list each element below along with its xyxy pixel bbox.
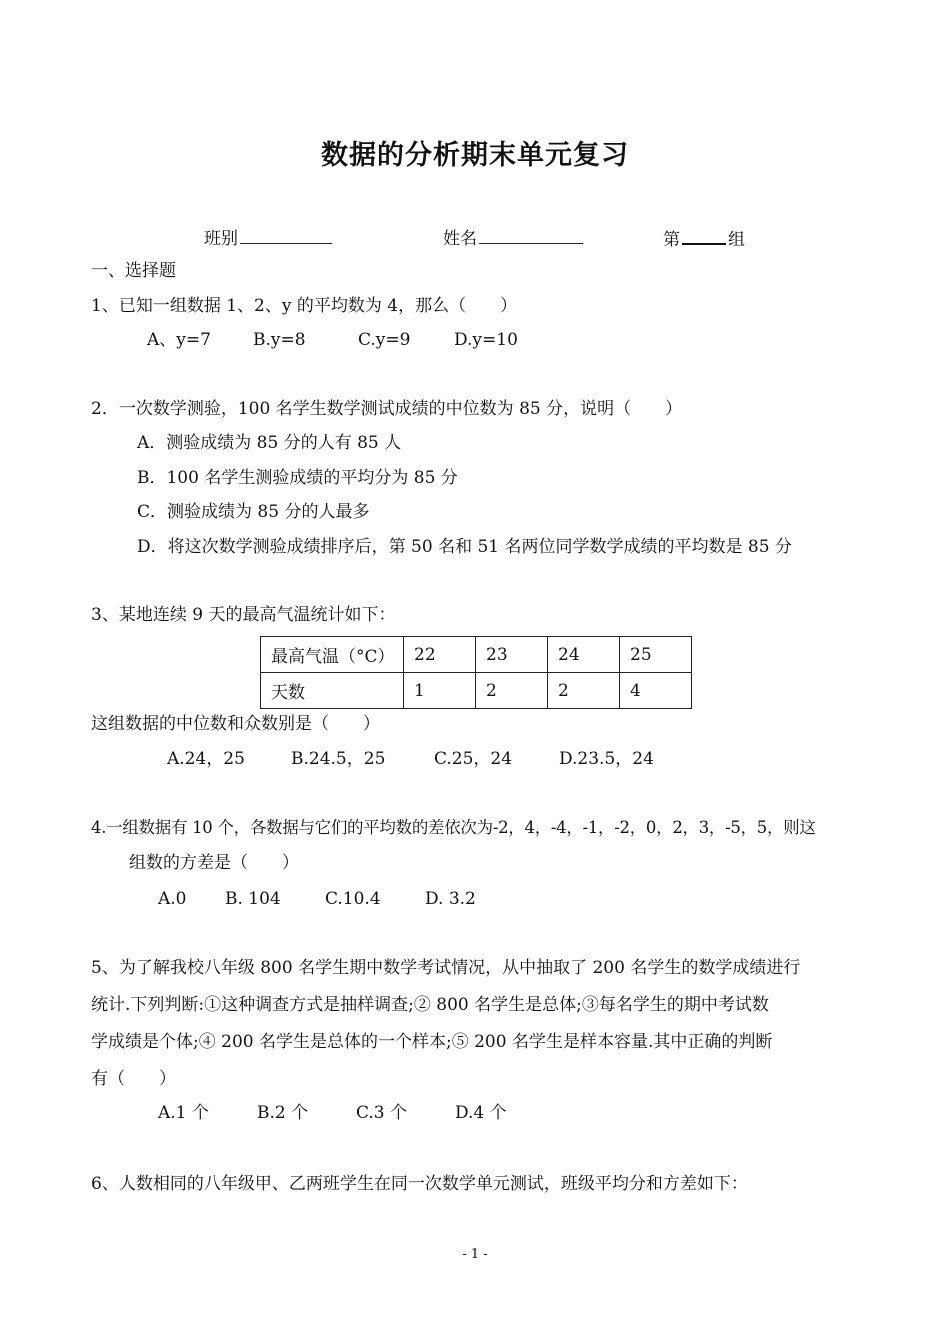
class-blank[interactable] — [240, 226, 332, 244]
q1-option-a: A、y=7 — [147, 330, 211, 350]
group-prefix: 第 — [663, 230, 680, 250]
table-cell: 2 — [548, 673, 620, 709]
q1-option-d: D.y=10 — [454, 330, 518, 350]
name-label: 姓名 — [443, 229, 477, 249]
table-cell: 2 — [476, 673, 548, 709]
page-title: 数据的分析期末单元复习 — [321, 140, 629, 171]
q4-option-b: B. 104 — [225, 889, 281, 909]
table-cell: 1 — [404, 673, 476, 709]
name-blank[interactable] — [479, 226, 583, 244]
q4-option-d: D. 3.2 — [425, 889, 476, 909]
q2-option-c: C．测验成绩为 85 分的人最多 — [137, 502, 370, 522]
group-blank[interactable] — [682, 226, 726, 245]
q3-question: 这组数据的中位数和众数别是（ ） — [91, 714, 380, 734]
q4-option-c: C.10.4 — [325, 889, 381, 909]
name-field — [443, 226, 585, 250]
q5-option-b: B.2 个 — [257, 1103, 309, 1123]
q2-option-a: A．测验成绩为 85 分的人有 85 人 — [137, 433, 402, 453]
q5-option-a: A.1 个 — [158, 1103, 209, 1123]
question-5-line-3: 学成绩是个体;④ 200 名学生是总体的一个样本;⑤ 200 名学生是样本容量.其中正确的判断 — [91, 1032, 773, 1052]
page-number: - 1 - — [462, 1247, 488, 1262]
question-5-line-4: 有（ ） — [91, 1069, 176, 1089]
table-cell: 24 — [548, 637, 620, 673]
q1-option-b: B.y=8 — [253, 330, 306, 350]
q3-option-a: A.24，25 — [167, 749, 245, 769]
question-2: 2．一次数学测验，100 名学生数学测试成绩的中位数为 85 分，说明（ ） — [91, 399, 683, 419]
table-row — [261, 637, 692, 673]
q4-option-a: A.0 — [158, 889, 187, 909]
table-row — [261, 673, 692, 709]
class-field — [204, 226, 334, 250]
question-5-line-1: 5、为了解我校八年级 800 名学生期中数学考试情况，从中抽取了 200 名学生的数学成绩进行 — [91, 958, 801, 978]
q3-option-b: B.24.5，25 — [291, 749, 386, 769]
table-cell: 4 — [620, 673, 692, 709]
q3-option-c: C.25，24 — [434, 749, 513, 769]
q2-option-b: B．100 名学生测验成绩的平均分为 85 分 — [137, 468, 458, 488]
question-6: 6、人数相同的八年级甲、乙两班学生在同一次数学单元测试，班级平均分和方差如下： — [91, 1174, 748, 1194]
question-1: 1、已知一组数据 1、2、y 的平均数为 4，那么（ ） — [91, 296, 518, 316]
class-label: 班别 — [204, 229, 238, 249]
section-heading: 一、选择题 — [91, 261, 176, 281]
q1-option-c: C.y=9 — [358, 330, 411, 350]
table-cell: 25 — [620, 637, 692, 673]
q5-option-d: D.4 个 — [455, 1103, 507, 1123]
question-4-line-1: 4.一组数据有 10 个，各数据与它们的平均数的差依次为-2，4，-4，-1，-2，0，2，3，-5，5，则这 — [91, 818, 816, 837]
question-4-line-2: 组数的方差是（ ） — [129, 853, 299, 873]
table-cell: 天数 — [261, 673, 404, 709]
group-field — [663, 226, 745, 251]
temperature-table — [260, 636, 692, 709]
table-cell: 最高气温（°C） — [261, 637, 404, 673]
group-suffix: 组 — [728, 230, 745, 250]
question-5-line-2: 统计.下列判断:①这种调查方式是抽样调查;② 800 名学生是总体;③每名学生的期中考试数 — [91, 995, 769, 1015]
q3-option-d: D.23.5，24 — [559, 749, 654, 769]
question-3: 3、某地连续 9 天的最高气温统计如下： — [91, 605, 396, 625]
table-cell: 22 — [404, 637, 476, 673]
q5-option-c: C.3 个 — [356, 1103, 408, 1123]
table-cell: 23 — [476, 637, 548, 673]
q2-option-d: D．将这次数学测验成绩排序后，第 50 名和 51 名两位同学数学成绩的平均数是 85 分 — [137, 537, 792, 557]
